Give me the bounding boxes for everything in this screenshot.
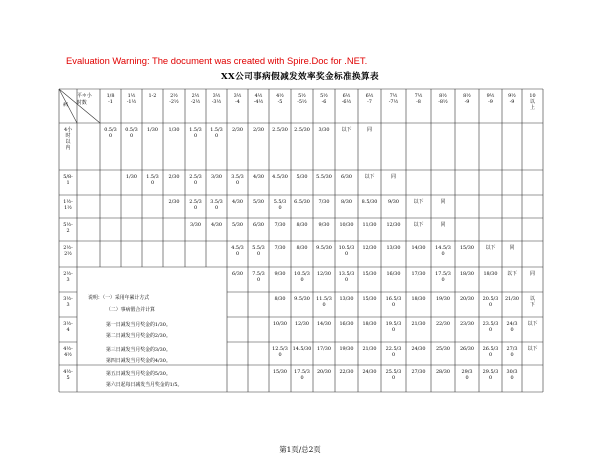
note-line: 第五日减发当月奖金的5/30。 xyxy=(106,371,171,377)
table-cell: 7/30 xyxy=(318,199,330,205)
table-cell: 9/30 xyxy=(318,222,330,228)
table-cell: 同 xyxy=(530,271,535,277)
column-header: 9½ -9 xyxy=(508,93,516,105)
table-cell: 4/30 xyxy=(211,222,222,228)
row-label: 2½- 3 xyxy=(63,271,73,283)
table-cell: 13/30 xyxy=(339,296,354,302)
table-cell: 以下 xyxy=(527,346,538,352)
table-cell: 20.5/3 0 xyxy=(482,296,499,308)
column-header: 4½ -5 xyxy=(276,93,284,105)
column-header: 5½ -5½ xyxy=(297,93,307,105)
table-cell: 22/30 xyxy=(435,321,451,327)
note-line: 第二日减发当月奖金的2/30。 xyxy=(106,333,171,339)
table-cell: 18/30 xyxy=(411,296,426,302)
table-cell: 21/30 xyxy=(362,346,377,352)
table-cell: 3.5/3 0 xyxy=(231,174,244,186)
table-cell: 2/30 xyxy=(253,127,264,133)
table-cell: 18/30 xyxy=(483,271,498,277)
table-cell: 26.5/3 0 xyxy=(482,346,499,358)
table-cell: 同 xyxy=(440,199,446,205)
table-cell: 13.5/3 0 xyxy=(338,271,355,283)
table-cell: 2/30 xyxy=(168,199,180,205)
table-cell: 7/30 xyxy=(274,222,286,228)
table-cell: 17/30 xyxy=(411,271,426,277)
table-cell: 同 xyxy=(391,174,396,180)
table-cell: 2.5/3 0 xyxy=(189,174,202,186)
table-cell: 同 xyxy=(440,222,446,228)
table-cell: 4.5/30 xyxy=(272,174,288,180)
table-cell: 4/30 xyxy=(232,199,243,205)
table-cell: 4/30 xyxy=(253,174,264,180)
table-cell: 12.5/3 0 xyxy=(272,346,288,358)
table-cell: 13/30 xyxy=(386,245,401,251)
column-header: 4½ -4½ xyxy=(253,93,264,105)
column-header: 3½ -4 xyxy=(233,93,242,105)
table-cell: 5/30 xyxy=(296,174,308,180)
document-title: XX公司事病假减发效率奖金标准换算表 xyxy=(220,72,380,82)
corner-label-left: 时数 xyxy=(77,100,87,106)
column-header: 9½ -9 xyxy=(486,93,495,105)
table-cell: 6/30 xyxy=(341,174,352,180)
table-cell: 同 xyxy=(509,245,515,251)
table-cell: 16/30 xyxy=(339,321,354,327)
table-cell: 3.5/3 0 xyxy=(210,199,223,211)
evaluation-warning: Evaluation Warning: The document was created with Spire.Doc for .NET. xyxy=(66,55,368,66)
column-header: 6½ -7 xyxy=(365,93,374,105)
table-cell: 5/30 xyxy=(232,222,243,228)
table-cell: 9/30 xyxy=(388,199,399,205)
column-header: 2½ -2½ xyxy=(169,93,179,105)
column-header: 1½ -1½ xyxy=(126,93,137,105)
table-cell: 7.5/3 0 xyxy=(252,271,265,283)
table-cell: 以下 xyxy=(413,199,424,205)
table-cell: 8/30 xyxy=(296,245,308,251)
table-cell: 28/30 xyxy=(435,369,451,375)
table-cell: 23/30 xyxy=(459,321,475,327)
column-header: 7½ -7½ xyxy=(388,93,399,105)
table-cell: 23.5/3 0 xyxy=(482,321,499,333)
table-cell: 22/30 xyxy=(339,369,354,375)
table-cell: 以下 xyxy=(413,222,424,228)
table-cell: 0.5/3 0 xyxy=(104,127,117,139)
row-label: 3½- 4 xyxy=(63,321,73,333)
table-cell: 9/30 xyxy=(274,271,286,277)
table-cell: 30/3 0 xyxy=(506,369,518,381)
table-cell: 17.5/3 0 xyxy=(294,369,310,381)
table-cell: 21/30 xyxy=(411,321,426,327)
table-cell: 24/30 xyxy=(411,346,426,352)
table-cell: 19/30 xyxy=(339,346,354,352)
table-cell: 14.5/3 0 xyxy=(435,245,451,257)
column-header: 8½ -9 xyxy=(463,93,471,105)
note-line: 说明：（一）采用年累计方式 xyxy=(88,295,150,301)
table-cell: 5.5/3 0 xyxy=(252,245,265,257)
column-header: 5½ -6 xyxy=(320,93,328,105)
table-cell: 6.5/30 xyxy=(294,199,310,205)
table-cell: 1/30 xyxy=(168,127,180,133)
column-header: 6½ -6½ xyxy=(341,93,352,105)
column-header: 1-2 xyxy=(148,93,157,99)
table-cell: 27/3 0 xyxy=(506,346,518,358)
row-label: 5½- 2 xyxy=(63,222,73,234)
table-cell: 20/30 xyxy=(459,296,475,302)
table-cell: 14/30 xyxy=(316,321,332,327)
table-cell: 5.5/30 xyxy=(316,174,332,180)
table-cell: 16.5/3 0 xyxy=(385,296,402,308)
table-cell: 15/30 xyxy=(362,271,377,277)
table-cell: 8/30 xyxy=(341,199,352,205)
table-cell: 1/30 xyxy=(126,174,137,180)
table-cell: 以下 xyxy=(507,271,517,277)
table-cell: 15/30 xyxy=(272,369,288,375)
table-cell: 10/30 xyxy=(339,222,354,228)
table-cell: 11.5/3 0 xyxy=(316,296,332,308)
table-cell: 19.5/3 0 xyxy=(385,321,402,333)
table-cell: 15/30 xyxy=(362,296,377,302)
table-cell: 11/30 xyxy=(362,222,377,228)
table-cell: 14/30 xyxy=(411,245,426,251)
column-header: 2½ -2½ xyxy=(190,93,201,105)
table-cell: 18/30 xyxy=(362,321,377,327)
table-cell: 2.5/30 xyxy=(272,127,288,133)
table-cell: 2/30 xyxy=(232,127,243,133)
table-cell: 16/30 xyxy=(386,271,401,277)
table-cell: 21/30 xyxy=(504,296,520,302)
table-cell: 1.5/3 0 xyxy=(210,127,223,139)
table-cell: 17/30 xyxy=(316,346,332,352)
table-cell: 26/30 xyxy=(459,346,475,352)
table-cell: 以下 xyxy=(527,321,538,327)
table-cell: 3/30 xyxy=(318,127,330,133)
note-line: 第六日起每日减发当月奖金的1/5。 xyxy=(106,382,183,388)
corner-label-top: 平＊小 xyxy=(77,93,92,99)
row-label: 5/8- 1 xyxy=(63,174,73,186)
note-line: 第一日减发当月奖金的1/30。 xyxy=(106,322,171,328)
table-cell: 19/30 xyxy=(435,296,451,302)
table-cell: 9.5/30 xyxy=(316,245,332,251)
table-cell: 1.5/3 0 xyxy=(146,174,159,186)
table-cell: 22.5/3 0 xyxy=(385,346,402,358)
table-cell: 27/30 xyxy=(411,369,426,375)
table-cell: 1/30 xyxy=(147,127,158,133)
table-cell: 8.5/30 xyxy=(361,199,378,205)
table-cell: 15/30 xyxy=(459,245,475,251)
note-line: 第三日减发当月奖金的3/30。 xyxy=(106,347,171,353)
table-cell: 25/30 xyxy=(435,346,451,352)
table-cell: 以下 xyxy=(341,127,352,133)
table-cell: 24/3 0 xyxy=(506,321,518,333)
row-label: 2½- 2½ xyxy=(63,245,73,257)
column-header: 10 以 上 xyxy=(529,93,536,111)
table-cell: 7/30 xyxy=(274,245,286,251)
table-cell: 同 xyxy=(367,127,372,133)
table-cell: 5/30 xyxy=(253,199,264,205)
table-cell: 4.5/3 0 xyxy=(231,245,244,257)
table-cell: 12/30 xyxy=(362,245,377,251)
row-label: 4½- 5 xyxy=(63,369,73,381)
table-cell: 8/30 xyxy=(274,296,286,302)
table-cell: 24/30 xyxy=(362,369,377,375)
table-cell: 25.5/3 0 xyxy=(385,369,402,381)
row-label: 1½- 1½ xyxy=(63,199,73,211)
table-cell: 3/30 xyxy=(211,174,222,180)
corner-label-bottom: 病 xyxy=(63,102,68,108)
table-cell: 9.5/30 xyxy=(294,296,310,302)
table-cell: 2.5/3 0 xyxy=(189,199,202,211)
column-header: 7½ -8 xyxy=(414,93,423,105)
table-cell: 10.5/3 0 xyxy=(338,245,355,257)
table-cell: 18/30 xyxy=(459,271,475,277)
table-cell: 20/30 xyxy=(316,369,332,375)
table-cell: 17.5/3 0 xyxy=(435,271,451,283)
table-cell: 以下 xyxy=(364,174,375,180)
column-header: 1/8 -1 xyxy=(106,93,115,105)
table-cell: 12/30 xyxy=(316,271,332,277)
table-cell: 1.5/3 0 xyxy=(189,127,202,139)
table-cell: 29.5/3 0 xyxy=(482,369,499,381)
row-label: 3½- 3 xyxy=(63,296,73,308)
table-cell: 2.5/30 xyxy=(294,127,310,133)
table-cell: 29/3 0 xyxy=(461,369,473,381)
table-cell: 3/30 xyxy=(190,222,201,228)
table-cell: 14.5/30 xyxy=(292,346,312,352)
note-line: （二）事病假合并计算 xyxy=(106,307,155,313)
row-label: 4小 时 以 内 xyxy=(63,127,72,151)
column-header: 8½ -8½ xyxy=(438,93,448,105)
table-cell: 10/30 xyxy=(272,321,288,327)
table-cell: 12/30 xyxy=(386,222,401,228)
table-cell: 12/30 xyxy=(294,321,310,327)
table-cell: 以下 xyxy=(485,245,496,251)
note-line: 第四日减发当月奖金的4/30。 xyxy=(106,358,171,364)
table-cell: 以 下 xyxy=(530,296,535,308)
table-cell: 6/30 xyxy=(253,222,264,228)
grid-line xyxy=(59,89,77,123)
table-cell: 0.5/3 0 xyxy=(125,127,138,139)
table-cell: 6/30 xyxy=(232,271,243,277)
table-cell: 8/30 xyxy=(296,222,308,228)
table-cell: 2/30 xyxy=(168,174,180,180)
page-footer: 第1页/总2页 xyxy=(279,445,321,454)
table-cell: 5.5/3 0 xyxy=(273,199,287,211)
table-cell: 10.5/3 0 xyxy=(294,271,310,283)
row-label: 4½- 4½ xyxy=(63,346,73,358)
column-header: 3½ -3½ xyxy=(211,93,222,105)
